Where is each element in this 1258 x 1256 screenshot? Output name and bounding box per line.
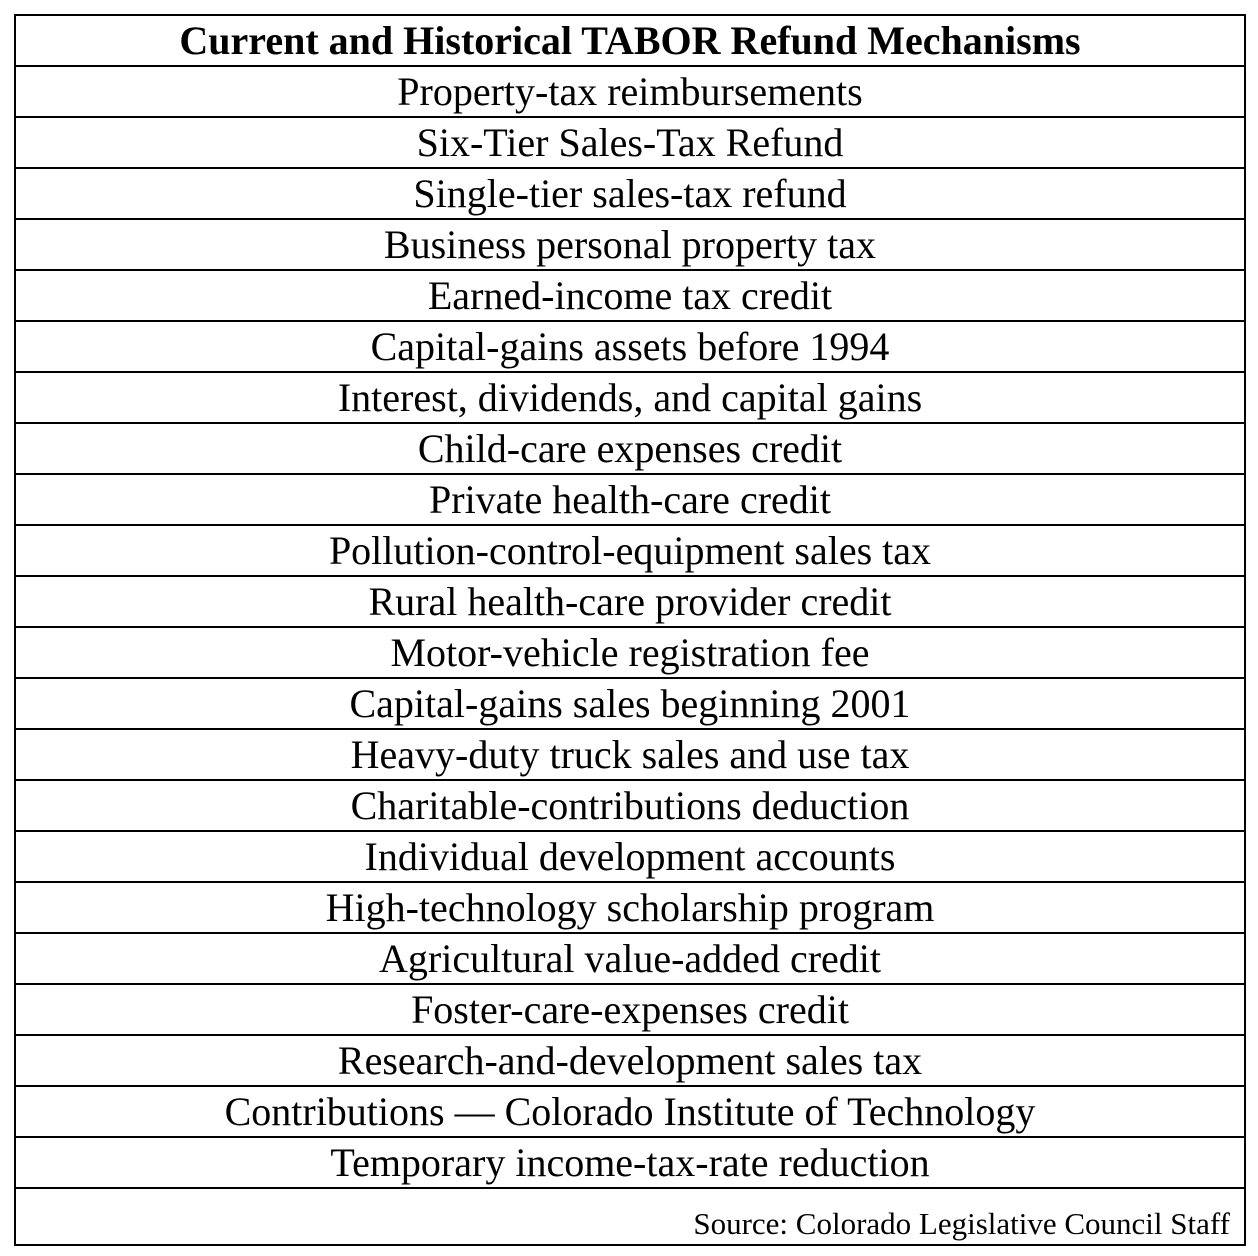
table-row: Pollution-control-equipment sales tax [16,526,1244,577]
table-row: Six-Tier Sales-Tax Refund [16,118,1244,169]
table-title: Current and Historical TABOR Refund Mechanisms [16,16,1244,67]
table-row: Individual development accounts [16,832,1244,883]
table-row: Rural health-care provider credit [16,577,1244,628]
table-row: Motor-vehicle registration fee [16,628,1244,679]
table-row: High-technology scholarship program [16,883,1244,934]
table-row: Private health-care credit [16,475,1244,526]
table-row: Temporary income-tax-rate reduction [16,1138,1244,1189]
table-row: Earned-income tax credit [16,271,1244,322]
table-row: Agricultural value-added credit [16,934,1244,985]
table-row: Single-tier sales-tax refund [16,169,1244,220]
table-row: Capital-gains sales beginning 2001 [16,679,1244,730]
table-row: Contributions — Colorado Institute of Technology [16,1087,1244,1138]
table-row: Property-tax reimbursements [16,67,1244,118]
table-row: Child-care expenses credit [16,424,1244,475]
table-row: Business personal property tax [16,220,1244,271]
table-row: Interest, dividends, and capital gains [16,373,1244,424]
source-note: Source: Colorado Legislative Council Staff [693,1206,1230,1241]
table-row: Research-and-development sales tax [16,1036,1244,1087]
table-row: Heavy-duty truck sales and use tax [16,730,1244,781]
table-row: Foster-care-expenses credit [16,985,1244,1036]
table-row: Capital-gains assets before 1994 [16,322,1244,373]
refund-mechanisms-table [14,14,1246,1246]
table-row: Charitable-contributions deduction [16,781,1244,832]
